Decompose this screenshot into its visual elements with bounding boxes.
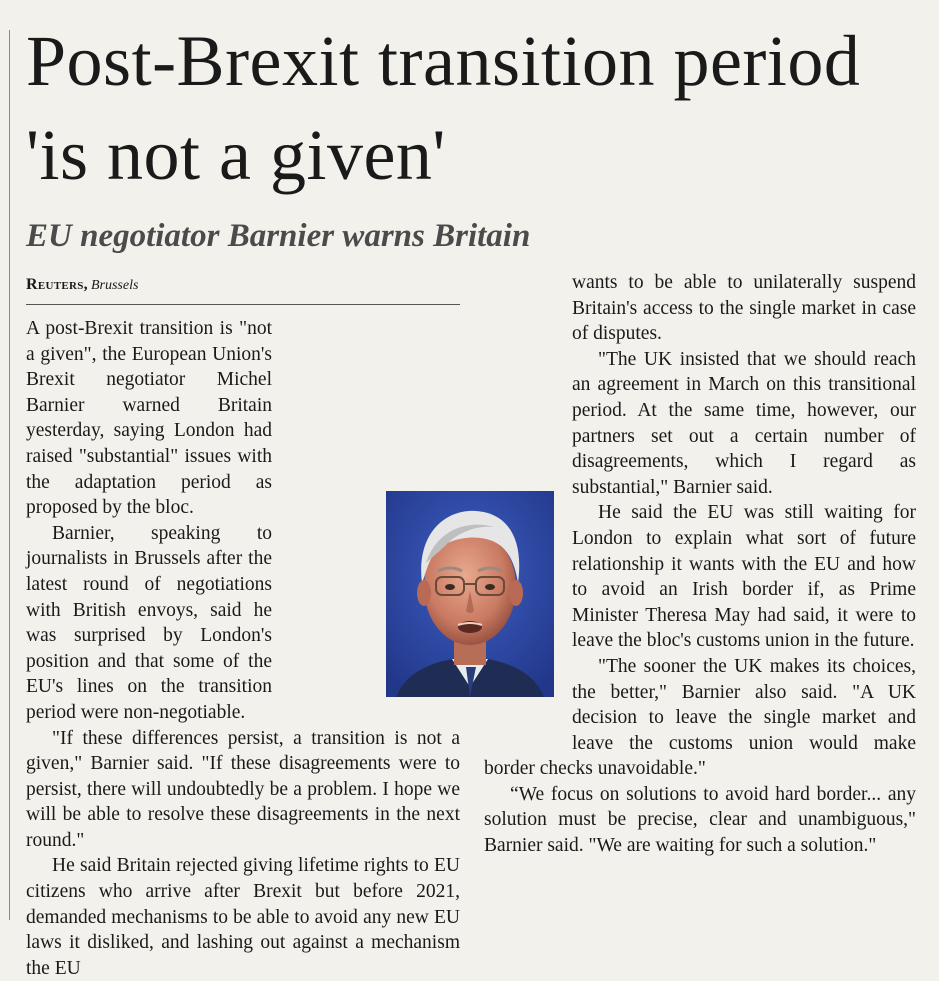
portrait-photo bbox=[386, 491, 554, 697]
paragraph: He said Britain rejected giving lifetime rights to EU citizens who arrive after Brexit but before 2021, demanded mechanisms to be able to avoid any new EU laws it disliked, and lashing out against a mechanism the EU bbox=[26, 855, 460, 979]
paragraph: “We focus on solutions to avoid hard border... any solution must be precise, clear and unambiguous," Barnier said. "We are waiting for such a solution." bbox=[484, 783, 916, 857]
paragraph: He said the EU was still waiting for London to explain what sort of future relationship it wants with the EU and how to avoid an Irish border if, as Prime Minister Theresa May had said, it were to leave the bloc's customs union in the future. bbox=[572, 502, 916, 652]
paragraph: Barnier, speaking to journalists in Brussels after the latest round of negotiations with British envoys, said he was surprised by London's position and that some of the EU's lines on the transition period were non-negotiable. bbox=[26, 522, 272, 723]
byline bbox=[26, 272, 466, 299]
subheadline: EU negotiator Barnier warns Britain bbox=[26, 218, 531, 254]
paragraph: A post-Brexit transition is "not a given", the European Union's Brexit negotiator Michel Barnier warned Britain yesterday, saying London had raised "substantial" issues with the adaptation period as proposed by the bloc. bbox=[26, 318, 272, 519]
byline-agency: Reuters, bbox=[26, 276, 88, 293]
headline: Post-Brexit transition period 'is not a given' bbox=[26, 21, 861, 195]
paragraph: "If these differences persist, a transition is not a given," Barnier said. "If these disagreements were to persist, there will undoubtedly be a problem. I hope we will be able to resolve these disagreements in the next round." bbox=[26, 727, 460, 851]
paragraph: "The UK insisted that we should reach an agreement in March on this transitional period. At the same time, however, our partners set out a certain number of disagreements, which I regard as substantial," Barnier said. bbox=[572, 348, 916, 498]
column-rule bbox=[9, 30, 10, 920]
paragraph: wants to be able to unilaterally suspend Britain's access to the single market in case of disputes. bbox=[572, 272, 916, 345]
paragraph: "The sooner the UK makes its choices, the better," Barnier also said. "A UK decision to leave the single market and leave the customs union would make border checks unavoidable." bbox=[484, 655, 916, 780]
portrait-illustration bbox=[386, 491, 554, 697]
byline-divider bbox=[26, 304, 460, 305]
byline-place: Brussels bbox=[90, 278, 139, 293]
